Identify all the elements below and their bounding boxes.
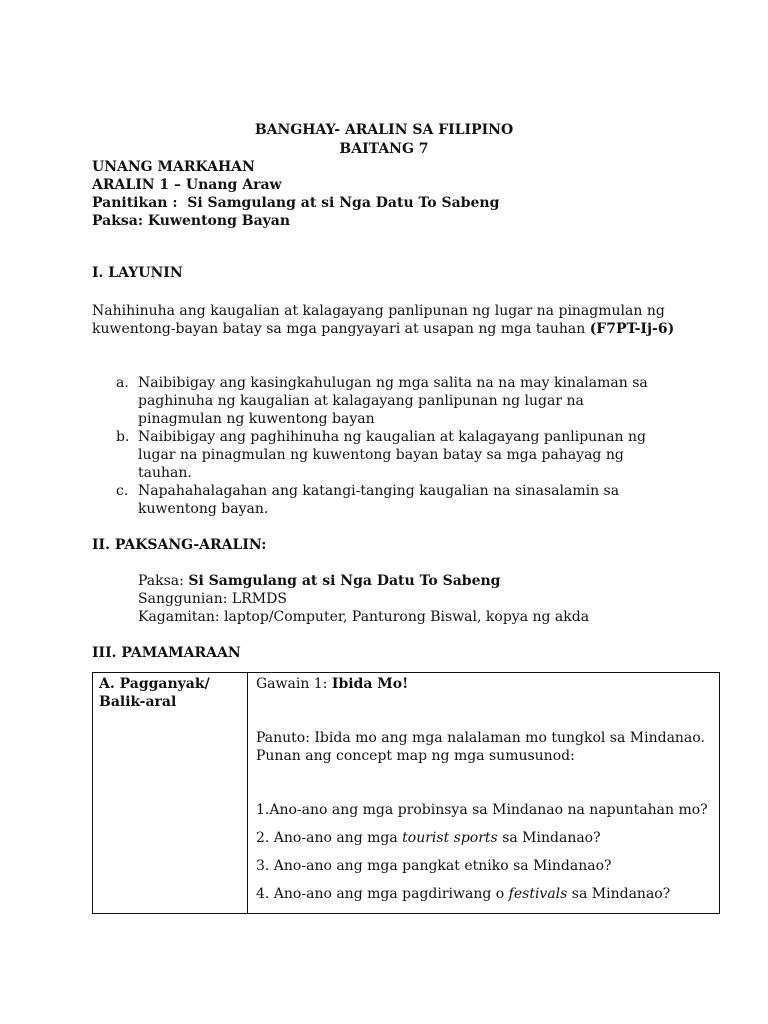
question-4-italic: festivals — [508, 886, 568, 902]
doc-title: BANGHAY- ARALIN SA FILIPINO — [254, 122, 514, 138]
objective-line: tauhan. — [138, 465, 192, 481]
question-2-end: sa Mindanao? — [497, 830, 601, 846]
question-2 — [256, 829, 601, 847]
quarter-label: UNANG MARKAHAN — [92, 159, 255, 175]
objective-intro-text: kuwentong-bayan batay sa mga pangyayari at usapan ng mga tauhan — [92, 321, 586, 337]
activity-title-line — [256, 675, 408, 693]
table-row — [93, 673, 720, 914]
procedure-step-cell — [93, 673, 248, 914]
literature-line — [92, 194, 499, 212]
objective-letter: a. — [116, 375, 129, 391]
procedure-table — [92, 672, 720, 914]
grade-level: BAITANG 7 — [339, 141, 429, 157]
objective-letter: b. — [116, 429, 130, 445]
objective-item-c — [116, 482, 698, 518]
objective-intro-line2 — [92, 320, 674, 338]
objective-line: pinagmulan ng kuwentong bayan — [138, 411, 375, 427]
activity-label: Gawain 1: — [256, 676, 328, 692]
objective-line: Naibibigay ang paghihinuha ng kaugalian at kalagayang panlipunan ng — [138, 429, 646, 445]
paksa-value: Si Samgulang at si Nga Datu To Sabeng — [188, 573, 501, 589]
materials-line: Kagamitan: laptop/Computer, Panturong Biswal, kopya ng akda — [138, 609, 590, 625]
instruction-line1: Panuto: Ibida mo ang mga nalalaman mo tungkol sa Mindanao. — [256, 730, 705, 746]
topic-line: Paksa: Kuwentong Bayan — [92, 213, 291, 229]
procedure-content-cell — [248, 673, 720, 914]
lesson-label: ARALIN 1 – Unang Araw — [92, 177, 282, 193]
literature-label: Panitikan : — [92, 195, 178, 211]
objective-line: kuwentong bayan. — [138, 501, 269, 517]
literature-value: Si Samgulang at si Nga Datu To Sabeng — [187, 195, 500, 211]
objective-line: Naibibigay ang kasingkahulugan ng mga salita na na may kinalaman sa — [138, 375, 648, 391]
objective-item-b — [116, 428, 698, 482]
question-4-text: 4. Ano-ano ang mga pagdiriwang o — [256, 886, 509, 902]
activity-title: Ibida Mo! — [331, 676, 409, 692]
section-heading-layunin: I. LAYUNIN — [92, 265, 183, 281]
objective-line: lugar na pinagmulan ng kuwentong bayan batay sa mga pahayag ng — [138, 447, 624, 463]
objective-line: Napahahalagahan ang katangi-tanging kaugalian na sinasalamin sa — [138, 483, 620, 499]
paksa-line — [138, 572, 500, 590]
question-2-text: 2. Ano-ano ang mga — [256, 830, 403, 846]
section-heading-paksang-aralin: II. PAKSANG-ARALIN: — [92, 537, 267, 553]
reference-line: Sanggunian: LRMDS — [138, 591, 287, 607]
instruction-line2: Punan ang concept map ng mga sumusunod: — [256, 748, 575, 764]
paksa-label: Paksa: — [138, 573, 184, 589]
question-3: 3. Ano-ano ang mga pangkat etniko sa Mindanao? — [256, 858, 612, 874]
objective-line: paghinuha ng kaugalian at kalagayang panlipunan ng lugar na — [138, 393, 584, 409]
question-4 — [256, 885, 670, 903]
objective-letter: c. — [116, 483, 129, 499]
step-label-line2: Balik-aral — [99, 694, 177, 710]
question-1: 1.Ano-ano ang mga probinsya sa Mindanao na napuntahan mo? — [256, 802, 708, 818]
objective-item-a — [116, 374, 698, 428]
step-label-line1: A. Pagganyak/ — [99, 676, 210, 692]
question-4-end: sa Mindanao? — [567, 886, 671, 902]
section-heading-pamamaraan: III. PAMAMARAAN — [92, 645, 241, 661]
objective-intro-line1: Nahihinuha ang kaugalian at kalagayang panlipunan ng lugar na pinagmulan ng — [92, 303, 665, 319]
question-2-italic: tourist sports — [402, 830, 498, 846]
competency-code: (F7PT-Ij-6) — [589, 321, 675, 337]
